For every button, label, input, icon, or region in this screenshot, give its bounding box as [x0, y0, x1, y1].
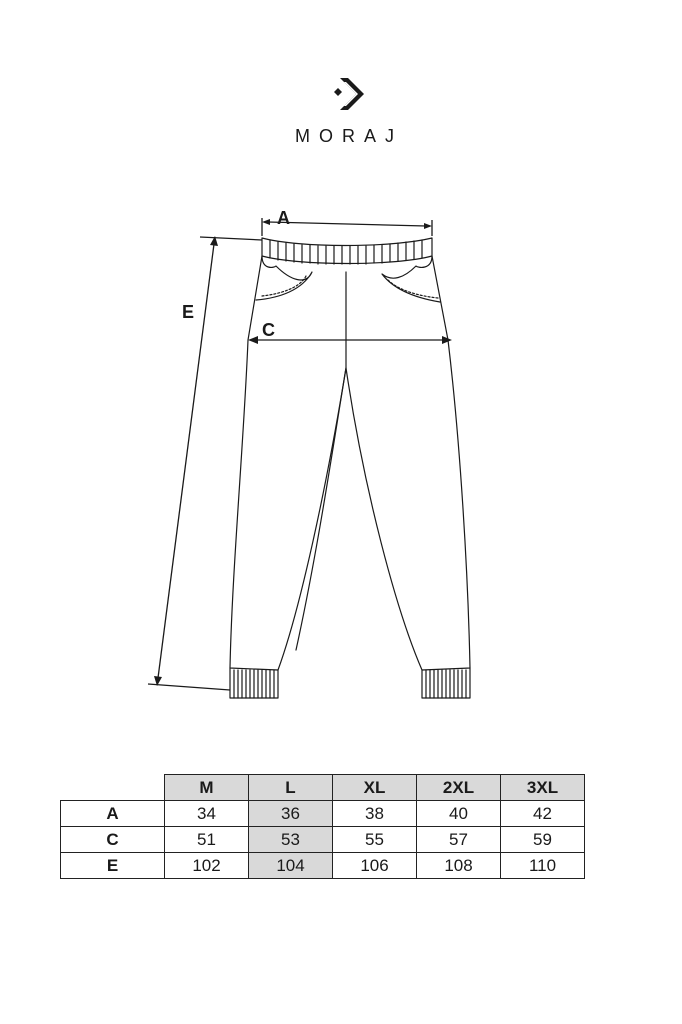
label-a: A — [277, 208, 290, 228]
size-table — [60, 774, 585, 879]
table-cell: 57 — [417, 827, 501, 853]
table-cell: 53 — [249, 827, 333, 853]
col-header-l: L — [249, 775, 333, 801]
row-label-a: A — [61, 801, 165, 827]
table-cell: 36 — [249, 801, 333, 827]
table-cell: 34 — [165, 801, 249, 827]
row-label-c: C — [61, 827, 165, 853]
pants-outline — [230, 256, 470, 670]
table-cell: 51 — [165, 827, 249, 853]
table-row — [61, 801, 585, 827]
table-cell: 108 — [417, 853, 501, 879]
pants-diagram — [0, 190, 682, 710]
table-cell: 110 — [501, 853, 585, 879]
table-cell: 106 — [333, 853, 417, 879]
table-row — [61, 853, 585, 879]
table-cell: 40 — [417, 801, 501, 827]
table-header-row — [61, 775, 585, 801]
brand-name: MORAJ — [295, 126, 403, 146]
table-cell: 55 — [333, 827, 417, 853]
col-header-m: M — [165, 775, 249, 801]
col-header-xl: XL — [333, 775, 417, 801]
table-cell: 38 — [333, 801, 417, 827]
table-cell: 102 — [165, 853, 249, 879]
table-cell: 59 — [501, 827, 585, 853]
waistband — [262, 238, 432, 264]
moraj-logo-icon — [328, 74, 368, 114]
label-e: E — [182, 302, 195, 322]
row-label-e: E — [61, 853, 165, 879]
table-cell: 104 — [249, 853, 333, 879]
col-header-3xl: 3XL — [501, 775, 585, 801]
table-row — [61, 827, 585, 853]
col-header-2xl: 2XL — [417, 775, 501, 801]
label-c: C — [262, 320, 275, 340]
table-corner — [61, 775, 165, 801]
table-cell: 42 — [501, 801, 585, 827]
